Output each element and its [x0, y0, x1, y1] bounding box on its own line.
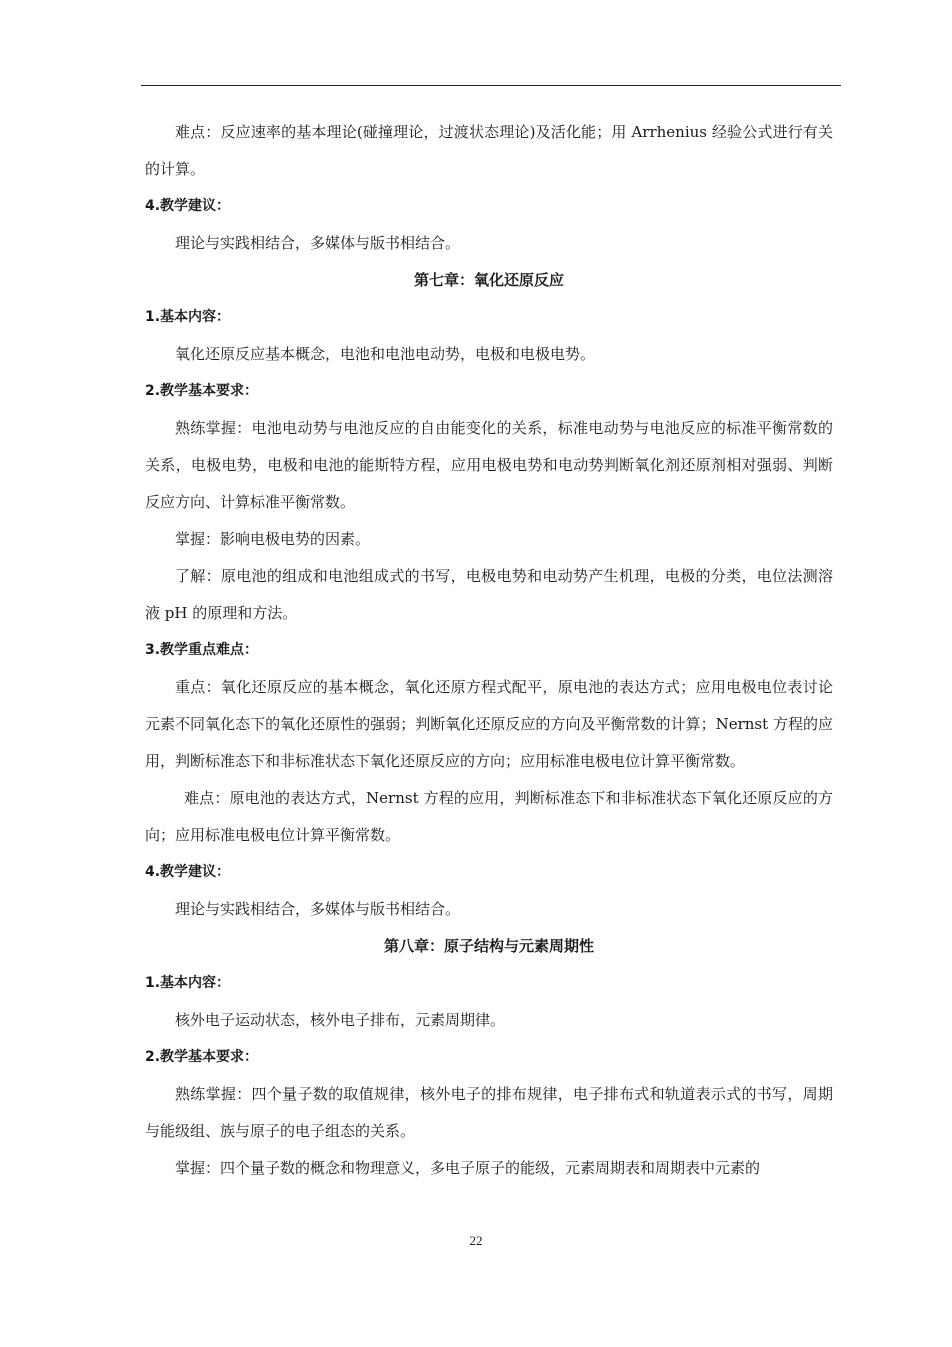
section-heading: 1.基本内容： — [145, 975, 231, 991]
section-heading: 2.教学基本要求： — [145, 383, 259, 399]
section-heading: 1.基本内容： — [145, 309, 231, 325]
section-heading: 2.教学基本要求： — [145, 1049, 259, 1065]
paragraph: 掌握：影响电极电势的因素。 — [175, 530, 371, 548]
paragraph: 熟练掌握：电池电动势与电池反应的自由能变化的关系，标准电动势与电池反应的标准平衡常数的关系，电极电势，电极和电池的能斯特方程，应用电极电势和电动势判断氧化剂还原剂相对强弱、判断反应方向、计算标准平衡常数。 — [145, 419, 833, 511]
section-heading: 4.教学建议： — [145, 198, 231, 214]
document-body — [145, 114, 833, 1187]
chapter-title: 第七章：氧化还原反应 — [413, 271, 564, 289]
paragraph: 熟练掌握：四个量子数的取值规律，核外电子的排布规律，电子排布式和轨道表示式的书写，周期与能级组、族与原子的电子组态的关系。 — [145, 1085, 833, 1140]
header-rule — [141, 85, 841, 86]
paragraph: 理论与实践相结合，多媒体与版书相结合。 — [175, 234, 461, 252]
paragraph: 掌握：四个量子数的概念和物理意义，多电子原子的能级，元素周期表和周期表中元素的 — [175, 1159, 761, 1177]
chapter-title: 第八章：原子结构与元素周期性 — [383, 937, 594, 955]
paragraph: 氧化还原反应基本概念，电池和电池电动势，电极和电极电势。 — [175, 345, 596, 363]
paragraph: 核外电子运动状态，核外电子排布，元素周期律。 — [175, 1011, 506, 1029]
section-heading: 3.教学重点难点： — [145, 642, 259, 658]
section-heading: 4.教学建议： — [145, 864, 231, 880]
paragraph: 难点：反应速率的基本理论(碰撞理论，过渡状态理论)及活化能；用 Arrhenius 经验公式进行有关的计算。 — [145, 123, 833, 178]
paragraph: 难点：原电池的表达方式，Nernst 方程的应用，判断标准态下和非标准状态下氧化还原反应的方向；应用标准电极电位计算平衡常数。 — [145, 789, 833, 844]
paragraph: 重点：氧化还原反应的基本概念，氧化还原方程式配平，原电池的表达方式；应用电极电位表讨论元素不同氧化态下的氧化还原性的强弱；判断氧化还原反应的方向及平衡常数的计算；Nernst 方程的应用，判断标准态下和非标准状态下氧化还原反应的方向；应用标准电极电位计算平衡常数。 — [145, 678, 833, 770]
page-number: 22 — [469, 1233, 483, 1248]
paragraph: 了解：原电池的组成和电池组成式的书写，电极电势和电动势产生机理，电极的分类，电位法测溶液 pH 的原理和方法。 — [145, 567, 833, 622]
paragraph: 理论与实践相结合，多媒体与版书相结合。 — [175, 900, 461, 918]
